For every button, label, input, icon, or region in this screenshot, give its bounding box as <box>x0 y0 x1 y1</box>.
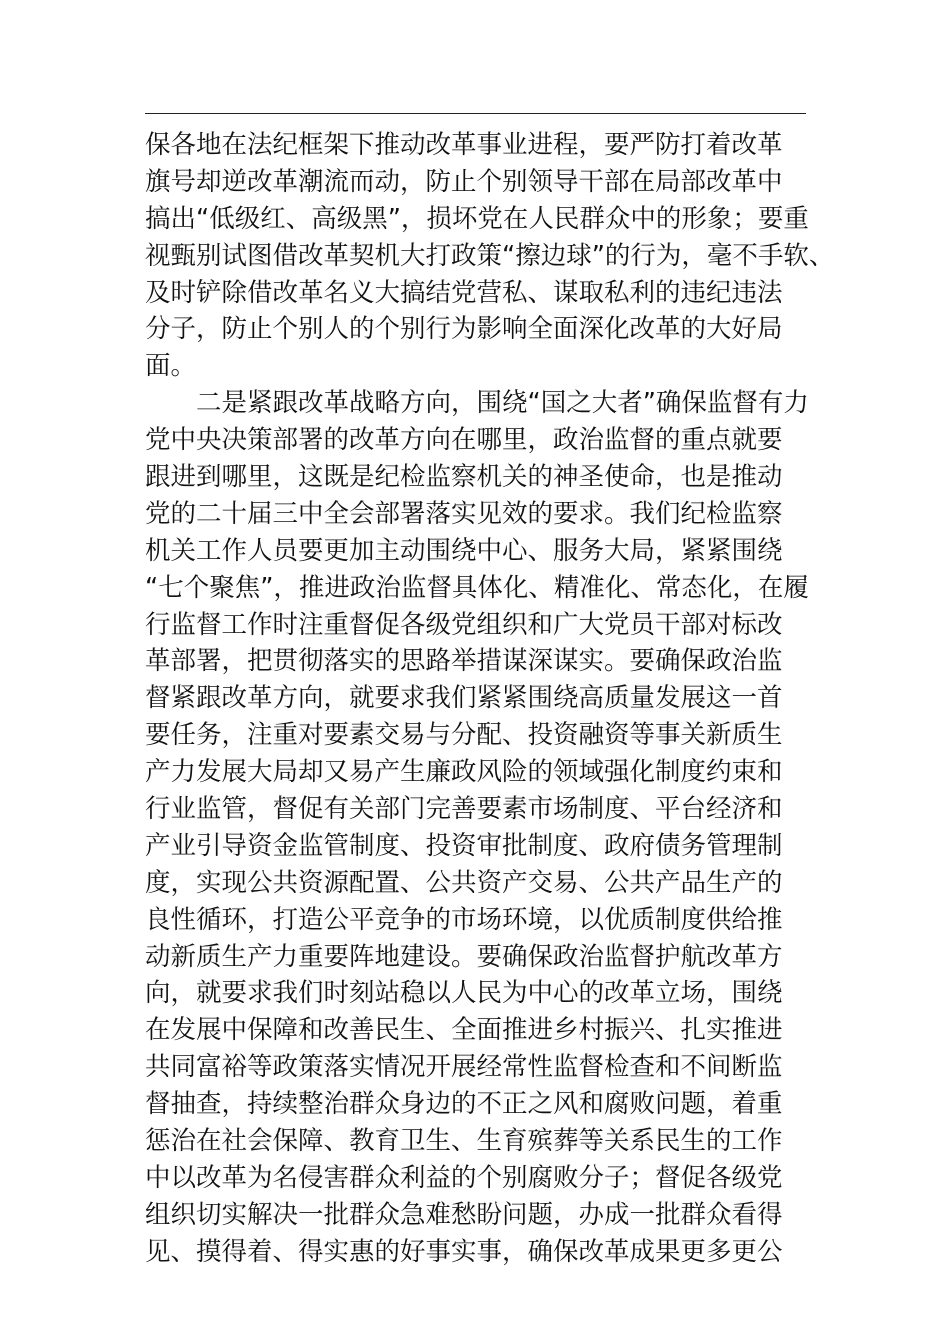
text-line: 度，实现公共资源配置、公共资产交易、公共产品生产的 <box>145 867 783 898</box>
text-line: 见、摸得着、得实惠的好事实事，确保改革成果更多更公 <box>145 1236 783 1267</box>
text-line: 要任务，注重对要素交易与分配、投资融资等事关新质生 <box>145 720 783 751</box>
text-line: 革部署，把贯彻落实的思路举措谋深谋实。要确保政治监 <box>145 646 783 677</box>
text-line: 行业监管，督促有关部门完善要素市场制度、平台经济和 <box>145 794 783 825</box>
text-line: 中以改革为名侵害群众利益的个别腐败分子；督促各级党 <box>145 1162 783 1193</box>
paragraph-2 <box>145 385 845 1270</box>
text-line: 产业引导资金监管制度、投资审批制度、政府债务管理制 <box>145 830 783 861</box>
text-line: 跟进到哪里，这既是纪检监察机关的神圣使命，也是推动 <box>145 462 783 493</box>
text-line: 党的二十届三中全会部署落实见效的要求。我们纪检监察 <box>145 498 783 529</box>
text-line: 面。 <box>145 351 197 382</box>
header-rule <box>145 113 806 114</box>
text-line: 视甄别试图借改革契机大打政策“擦边球”的行为，毫不手软、 <box>145 240 835 271</box>
text-line: 督紧跟改革方向，就要求我们紧紧围绕高质量发展这一首 <box>145 683 783 714</box>
text-line: 良性循环，打造公平竞争的市场环境，以优质制度供给推 <box>145 904 783 935</box>
text-line: 惩治在社会保障、教育卫生、生育殡葬等关系民生的工作 <box>145 1126 783 1157</box>
text-line: 在发展中保障和改善民生、全面推进乡村振兴、扎实推进 <box>145 1015 783 1046</box>
text-line: 搞出“低级红、高级黑”，损坏党在人民群众中的形象；要重 <box>145 203 809 234</box>
text-line: 及时铲除借改革名义大搞结党营私、谋取私利的违纪违法 <box>145 277 783 308</box>
text-line: 行监督工作时注重督促各级党组织和广大党员干部对标改 <box>145 609 783 640</box>
text-line: 共同富裕等政策落实情况开展经常性监督检查和不间断监 <box>145 1052 783 1083</box>
text-line: 向，就要求我们时刻站稳以人民为中心的改革立场，围绕 <box>145 978 783 1009</box>
text-line: 机关工作人员要更加主动围绕中心、服务大局，紧紧围绕 <box>145 535 783 566</box>
text-line: 动新质生产力重要阵地建设。要确保政治监督护航改革方 <box>145 941 783 972</box>
text-line: 组织切实解决一批群众急难愁盼问题，办成一批群众看得 <box>145 1199 783 1230</box>
document-body <box>145 127 845 1271</box>
text-line: 分子，防止个别人的个别行为影响全面深化改革的大好局 <box>145 314 783 345</box>
text-line: 产力发展大局却又易产生廉政风险的领域强化制度约束和 <box>145 757 783 788</box>
text-line: 督抽查，持续整治群众身边的不正之风和腐败问题，着重 <box>145 1089 783 1120</box>
paragraph-1 <box>145 127 845 385</box>
text-line: “七个聚焦”，推进政治监督具体化、精准化、常态化，在履 <box>145 572 809 603</box>
text-line: 党中央决策部署的改革方向在哪里，政治监督的重点就要 <box>145 425 783 456</box>
text-line: 保各地在法纪框架下推动改革事业进程，要严防打着改革 <box>145 130 783 160</box>
text-line: 旗号却逆改革潮流而动，防止个别领导干部在局部改革中 <box>145 166 783 197</box>
paragraph-heading-line: 二是紧跟改革战略方向，围绕“国之大者”确保监督有力 <box>196 388 809 419</box>
